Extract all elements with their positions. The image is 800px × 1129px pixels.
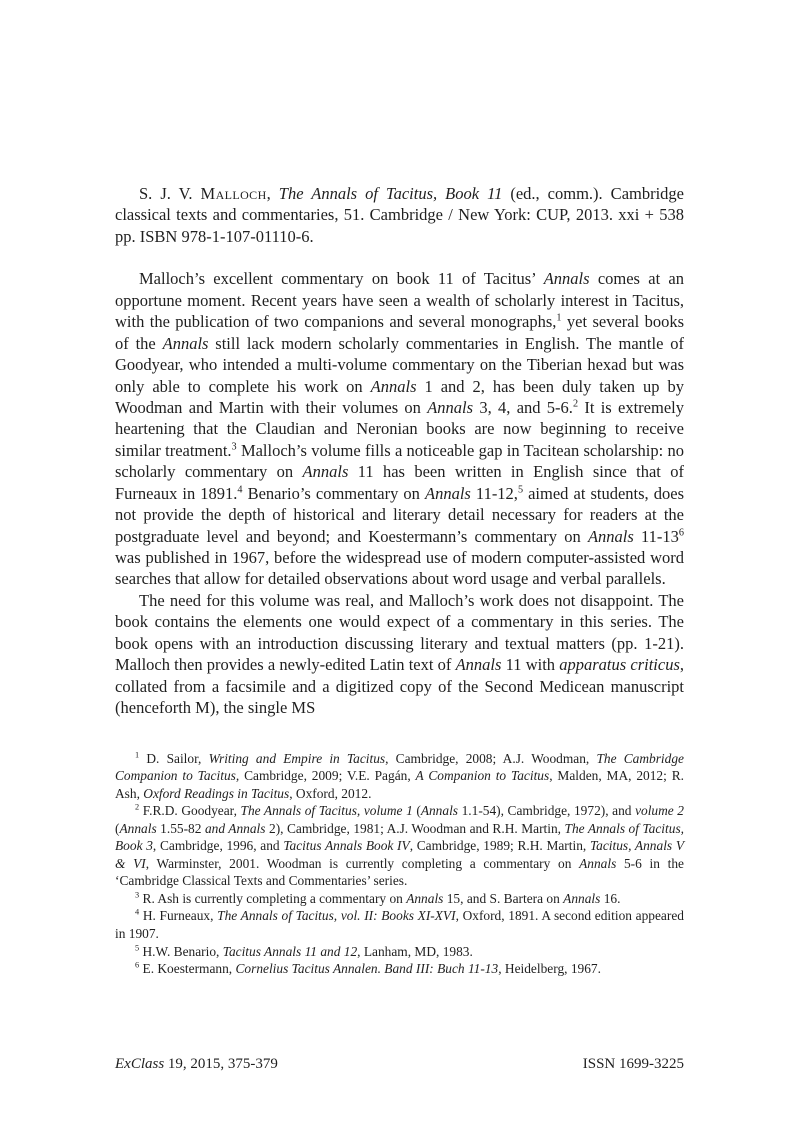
- italic-text: Annals: [579, 855, 617, 871]
- text-segment: comes at an opportune moment. Recent years have seen a wealth of scholarly interest in Tacitus, with the publication of two companions and several monographs,: [115, 269, 684, 332]
- italic-text: Tacitus Annals Book IV: [283, 838, 410, 854]
- text-segment: aimed at students, does not provide the depth of historical and literary detail necessary for readers at the postgraduate level and beyond; and Koestermann’s commentary on: [115, 483, 684, 546]
- text-segment: 1 and 2, has been duly taken up by Woodman and Martin with their volumes on: [115, 376, 685, 417]
- text-segment: 15, and S. Bartera on: [443, 890, 564, 906]
- text-segment: The need for this volume was real, and Malloch’s work does not disappoint. The book contains the elements one would expect of a commentary in this series. The book opens with an introduction discussing literary and textual matters (pp. 1-21). Malloch then provides a newly-edited Latin text of: [115, 590, 684, 675]
- italic-text: Annals: [119, 820, 157, 836]
- italic-text: Annals: [587, 526, 634, 546]
- italic-text: Annals: [425, 483, 471, 503]
- italic-text: Annals: [420, 803, 459, 819]
- text-segment: 2), Cambridge, 1981; A.J. Woodman and R.H. Martin,: [265, 820, 565, 836]
- italic-text: Cornelius Tacitus Annalen. Band III: Buch 11-13: [235, 961, 499, 977]
- footnote-number: 2: [135, 802, 140, 812]
- footnote: [115, 890, 684, 908]
- footnote-ref: 1: [556, 312, 562, 324]
- issn-label: ISSN 1699-3225: [582, 1056, 684, 1072]
- smallcaps-text: Malloch: [200, 184, 267, 203]
- journal-reference: [115, 1056, 278, 1073]
- footnotes-section: [115, 750, 684, 978]
- text-segment: ,: [266, 184, 279, 203]
- page-footer: [115, 1056, 684, 1073]
- italic-text: Oxford Readings in Tacitus: [143, 785, 290, 801]
- text-segment: 11 with: [501, 655, 560, 675]
- text-segment: (: [412, 803, 421, 819]
- italic-text: The Annals of Tacitus, Book 11: [278, 184, 503, 203]
- footnote: [115, 960, 684, 978]
- text-segment: 1.55-82: [156, 820, 205, 836]
- italic-text: Tacitus, Annals V & VI: [115, 838, 684, 871]
- italic-text: Annals: [543, 269, 590, 289]
- text-segment: 5-6 in the ‘Cambridge Classical Texts and Commentaries’ series.: [115, 855, 684, 889]
- text-segment: S. J. V.: [139, 184, 201, 203]
- footnote-number: 1: [135, 750, 140, 760]
- text-segment: H.W. Benario,: [142, 943, 223, 959]
- text-segment: 11-12,: [470, 483, 518, 503]
- italic-text: A Companion to Tacitus: [415, 768, 550, 784]
- text-segment: , Cambridge, 2008; A.J. Woodman,: [385, 750, 597, 766]
- italic-text: apparatus criticus: [559, 655, 680, 675]
- footnote-number: 3: [135, 890, 140, 900]
- footnote-ref: 5: [517, 484, 524, 496]
- text-segment: It is extremely heartening that the Claudian and Neronian books are now beginning to receive similar treatment.: [115, 397, 684, 460]
- italic-text: Writing and Empire in Tacitus: [208, 750, 386, 766]
- text-segment: F.R.D. Goodyear,: [142, 803, 241, 819]
- italic-text: Annals: [406, 890, 444, 906]
- text-column: [115, 183, 684, 978]
- footnote-ref: 2: [572, 398, 579, 410]
- text-segment: D. Sailor,: [146, 750, 209, 766]
- italic-text: Annals: [563, 890, 601, 906]
- footnote: [115, 750, 684, 803]
- footnote-ref: 3: [231, 441, 237, 453]
- italic-text: Annals: [162, 333, 209, 353]
- review-body: [115, 268, 684, 718]
- italic-text: The Annals of Tacitus, vol. II: Books XI-XVI: [217, 908, 456, 924]
- italic-text: Annals: [455, 655, 502, 675]
- text-segment: 1.1-54), Cambridge, 1972), and: [458, 803, 636, 819]
- text-segment: was published in 1967, before the widespread use of modern computer-assisted word searches that allow for detailed observations about word usage and verbal parallels.: [115, 548, 684, 589]
- text-segment: , Lanham, MD, 1983.: [357, 943, 473, 959]
- footnote-number: 6: [135, 960, 140, 970]
- footnote-ref: 4: [237, 484, 243, 496]
- text-segment: Malloch’s volume fills a noticeable gap in Tacitean scholarship: no scholarly commentary on: [115, 440, 684, 482]
- footnote-ref: 6: [678, 527, 684, 539]
- text-segment: , Warminster, 2001. Woodman is currently completing a commentary on: [145, 855, 580, 871]
- text-segment: H. Furneaux,: [142, 908, 218, 924]
- text-segment: , Cambridge, 1989; R.H. Martin,: [409, 838, 590, 854]
- footnote: [115, 802, 684, 890]
- text-segment: , Heidelberg, 1967.: [498, 961, 601, 977]
- text-segment: yet several books of the: [115, 312, 684, 353]
- italic-text: Tacitus Annals 11 and 12: [222, 943, 358, 959]
- book-citation: [115, 183, 684, 247]
- italic-text: Annals: [302, 462, 349, 482]
- text-segment: R. Ash is currently completing a commentary on: [142, 890, 407, 906]
- footnote-number: 5: [135, 943, 140, 953]
- text-segment: 3, 4, and 5-6.: [473, 397, 573, 417]
- text-segment: , Oxford, 2012.: [289, 785, 372, 801]
- text-segment: still lack modern scholarly commentaries in English. The mantle of Goodyear, who intended a multi-volume commentary on the Tiberian hexad but was only able to complete his work on: [115, 333, 685, 396]
- text-segment: , Malden, MA, 2012; R. Ash,: [115, 768, 684, 801]
- italic-text: The Cambridge Companion to Tacitus,: [115, 750, 684, 784]
- text-segment: Cambridge, 2009; V.E. Pagán,: [239, 768, 416, 784]
- body-paragraph: [115, 268, 684, 590]
- footnote-number: 4: [135, 907, 140, 917]
- italic-text: The Annals of Tacitus, Book 3: [115, 820, 685, 854]
- italic-text: and Annals: [204, 820, 266, 836]
- text-segment: 11 has been written in English since that of Furneaux in 1891.: [115, 462, 684, 503]
- text-segment: (ed., comm.). Cambridge classical texts and commentaries, 51. Cambridge / New York: CUP, 2013. xxi + 538 pp. ISBN 978-1-107-01110-6.: [115, 184, 684, 246]
- text-segment: (: [115, 820, 120, 836]
- footnote: [115, 907, 684, 942]
- text-segment: Benario’s commentary on: [242, 483, 426, 503]
- italic-text: Annals: [427, 397, 474, 417]
- text-segment: Malloch’s excellent commentary on book 11 of Tacitus’: [139, 269, 544, 289]
- text-segment: 16.: [600, 890, 621, 906]
- italic-text: volume 2: [635, 803, 685, 819]
- text-segment: , Cambridge, 1996, and: [152, 838, 284, 854]
- italic-text: The Annals of Tacitus, volume 1: [240, 803, 413, 819]
- italic-text: Annals: [370, 376, 417, 396]
- text-segment: , Oxford, 1891. A second edition appeared in 1907.: [115, 908, 684, 941]
- italic-text: ExClass: [115, 1056, 165, 1072]
- text-segment: , collated from a facsimile and a digitized copy of the Second Medicean manuscript (henceforth M), the single MS: [115, 655, 684, 718]
- text-segment: 19, 2015, 375-379: [164, 1056, 278, 1072]
- text-segment: 11-13: [633, 526, 679, 546]
- body-paragraph: [115, 590, 684, 719]
- text-segment: E. Koestermann,: [142, 961, 236, 977]
- footnote: [115, 943, 684, 961]
